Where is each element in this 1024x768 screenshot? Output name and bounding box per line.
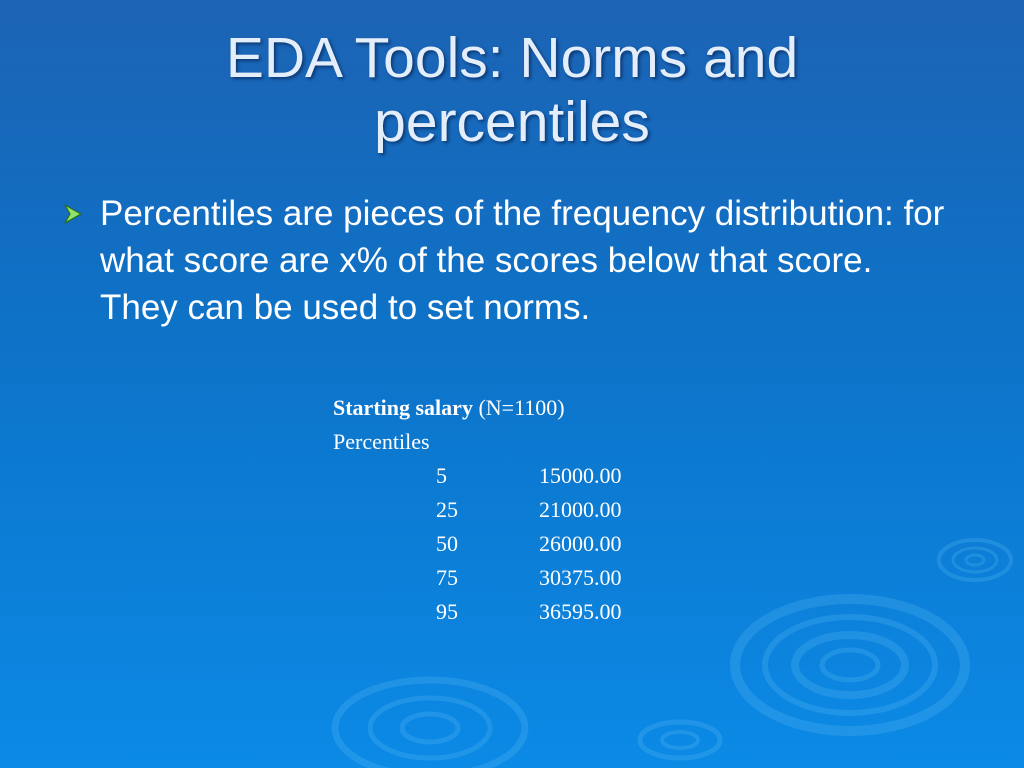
percentile-cell: 75: [436, 565, 458, 590]
percentile-cell: 25: [436, 497, 458, 522]
percentile-cell: 95: [436, 599, 458, 624]
percentile-table: [333, 391, 622, 629]
arrow-bullet-icon: [62, 190, 100, 230]
percentile-cell: 5: [436, 463, 447, 488]
value-cell: 30375.00: [539, 565, 622, 590]
table-heading-bold: Starting salary: [333, 395, 473, 420]
value-cell: 21000.00: [539, 497, 622, 522]
slide-title-line2: percentiles: [374, 90, 650, 154]
bullet-item: [62, 190, 962, 331]
value-cell: 15000.00: [539, 463, 622, 488]
table-row: [333, 527, 622, 561]
table-row: [333, 459, 622, 493]
table-row: [333, 493, 622, 527]
table-heading-rest: (N=1100): [472, 395, 565, 420]
value-cell: 26000.00: [539, 531, 622, 556]
table-heading: [333, 391, 622, 425]
value-cell: 36595.00: [539, 599, 622, 624]
table-row: [333, 561, 622, 595]
slide-title: [0, 26, 1024, 154]
percentile-cell: 50: [436, 531, 458, 556]
table-subheading: Percentiles: [333, 429, 430, 454]
slide-title-line1: EDA Tools: Norms and: [225, 26, 799, 90]
bullet-text: Percentiles are pieces of the frequency distribution: for what score are x% of the scores below that score. They can be used to set norms.: [100, 194, 945, 327]
table-row: [333, 595, 622, 629]
